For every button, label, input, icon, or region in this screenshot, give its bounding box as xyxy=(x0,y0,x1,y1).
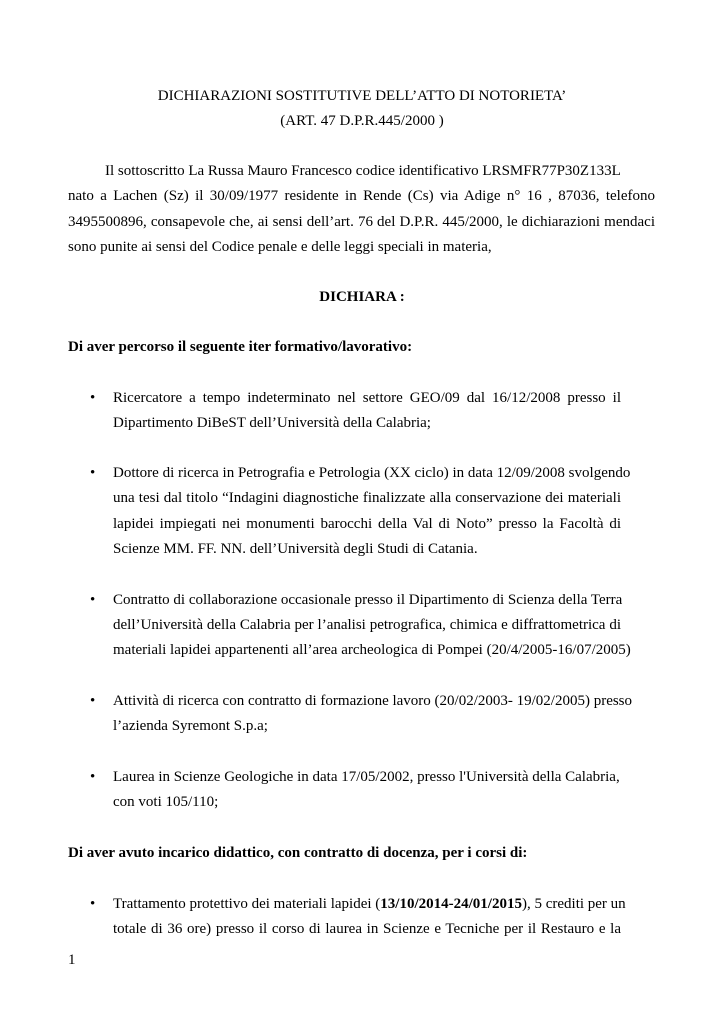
course-dates: 13/10/2014-24/01/2015 xyxy=(380,896,522,912)
bullet-icon: • xyxy=(90,465,96,481)
item-3-line-1: Contratto di collaborazione occasionale presso il Dipartimento di Scienza della Terra xyxy=(113,592,623,608)
course-text-post: ), 5 crediti per un xyxy=(521,896,626,912)
course-line-2: totale di 36 ore) presso il corso di laurea in Scienze e Tecniche per il Restauro e la xyxy=(113,921,621,937)
section-heading-iter: Di aver percorso il seguente iter formativo/lavorativo: xyxy=(68,339,413,355)
item-2-line-4: Scienze MM. FF. NN. dell’Università degli Studi di Catania. xyxy=(113,541,478,557)
intro-line-3: 3495500896, consapevole che, ai sensi dell’art. 76 del D.P.R. 445/2000, le dichiarazioni mendaci xyxy=(68,214,655,230)
item-4-line-1: Attività di ricerca con contratto di formazione lavoro (20/02/2003- 19/02/2005) presso xyxy=(113,693,633,709)
bullet-icon: • xyxy=(90,390,96,406)
item-2-line-1: Dottore di ricerca in Petrografia e Petrologia (XX ciclo) in data 12/09/2008 svolgendo xyxy=(113,465,631,481)
intro-line-2: nato a Lachen (Sz) il 30/09/1977 residente in Rende (Cs) via Adige n° 16 , 87036, telefono xyxy=(68,188,655,204)
dichiara-heading: DICHIARA : xyxy=(319,289,405,305)
item-1-line-2: Dipartimento DiBeST dell’Università della Calabria; xyxy=(113,415,431,431)
item-5-line-1: Laurea in Scienze Geologiche in data 17/05/2002, presso l'Università della Calabria, xyxy=(113,769,620,785)
item-3-line-3: materiali lapidei appartenenti all’area archeologica di Pompei (20/4/2005-16/07/2005) xyxy=(113,642,631,658)
intro-line-1: Il sottoscritto La Russa Mauro Francesco codice identificativo LRSMFR77P30Z133L xyxy=(105,163,621,179)
item-4-line-2: l’azienda Syremont S.p.a; xyxy=(113,718,268,734)
document-subtitle: (ART. 47 D.P.R.445/2000 ) xyxy=(280,113,444,129)
bullet-icon: • xyxy=(90,693,96,709)
intro-line-4: sono punite ai sensi del Codice penale e delle leggi speciali in materia, xyxy=(68,239,492,255)
item-3-line-2: dell’Università della Calabria per l’analisi petrografica, chimica e diffrattometrica di xyxy=(113,617,621,633)
bullet-icon: • xyxy=(90,592,96,608)
document-title: DICHIARAZIONI SOSTITUTIVE DELL’ATTO DI NOTORIETA’ xyxy=(157,88,567,104)
bullet-icon: • xyxy=(90,769,96,785)
item-5-line-2: con voti 105/110; xyxy=(113,794,219,810)
course-text-pre: Trattamento protettivo dei materiali lapidei ( xyxy=(113,896,381,912)
bullet-icon: • xyxy=(90,896,96,912)
course-line-1 xyxy=(113,894,626,914)
item-2-line-3: lapidei impiegati nei monumenti barocchi della Val di Noto” presso la Facoltà di xyxy=(113,516,621,532)
page-number: 1 xyxy=(68,952,76,968)
item-2-line-2: una tesi dal titolo “Indagini diagnostiche finalizzate alla conservazione dei materiali xyxy=(113,490,621,506)
item-1-line-1: Ricercatore a tempo indeterminato nel settore GEO/09 dal 16/12/2008 presso il xyxy=(113,390,621,406)
section-heading-docenza: Di aver avuto incarico didattico, con contratto di docenza, per i corsi di: xyxy=(68,845,528,861)
